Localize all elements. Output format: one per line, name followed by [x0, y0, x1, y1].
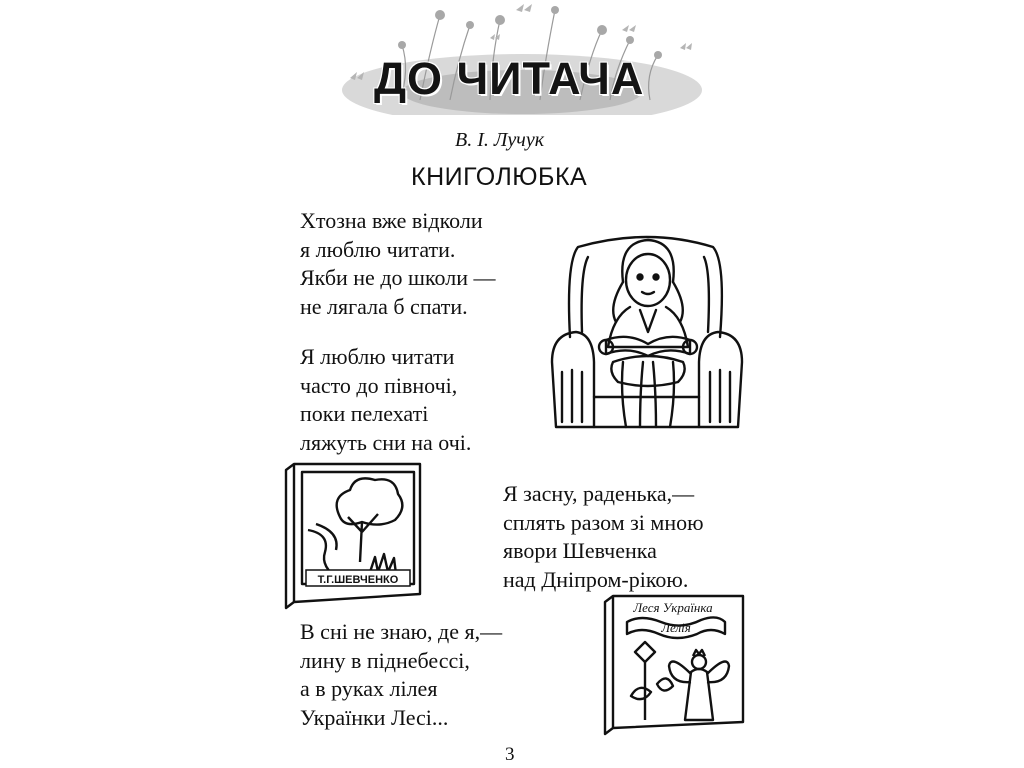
shevchenko-book-label: Т.Г.ШЕВЧЕНКО: [317, 574, 399, 586]
girl-reading-illustration: [548, 222, 746, 437]
poem-title: КНИГОЛЮБКА: [411, 163, 588, 191]
poem-line: а в руках лілея: [300, 676, 438, 701]
poem-author: В. І. Лучук: [455, 129, 545, 151]
poem-line: Я засну, раденька,—: [503, 481, 695, 506]
lesia-ukrainka-book-illustration: [601, 592, 747, 736]
poem-line: Хтозна вже відколи: [300, 208, 483, 233]
poem-line: ляжуть сни на очі.: [300, 429, 472, 455]
poem-line: явори Шевченка: [503, 538, 657, 563]
poem-line: Українки Лесі...: [300, 704, 449, 730]
stanza-2: [300, 343, 471, 457]
section-title: ДО ЧИТАЧА: [374, 53, 645, 104]
poem-line: часто до півночі,: [300, 372, 458, 398]
poem-line: Якби не до школи —: [300, 265, 496, 290]
poem-line: лину в піднебессі,: [300, 647, 470, 673]
poem-line: не лягала б спати.: [300, 293, 468, 319]
lesia-book-author: Леся Українка: [633, 600, 713, 615]
poem-line: я люблю читати.: [300, 236, 456, 262]
stanza-3: [503, 480, 704, 594]
stanza-4: [300, 618, 502, 732]
shevchenko-book-illustration: [280, 462, 425, 610]
page-number: 3: [505, 744, 515, 765]
stanza-1: [300, 207, 496, 321]
lesia-book-title: Лелія: [661, 620, 691, 635]
poem-line: над Дніпром-рікою.: [503, 566, 689, 592]
poem-line: сплять разом зі мною: [503, 509, 704, 535]
poem-line: поки пелехаті: [300, 401, 429, 426]
poem-line: Я люблю читати: [300, 344, 455, 369]
poem-line: В сні не знаю, де я,—: [300, 619, 503, 644]
